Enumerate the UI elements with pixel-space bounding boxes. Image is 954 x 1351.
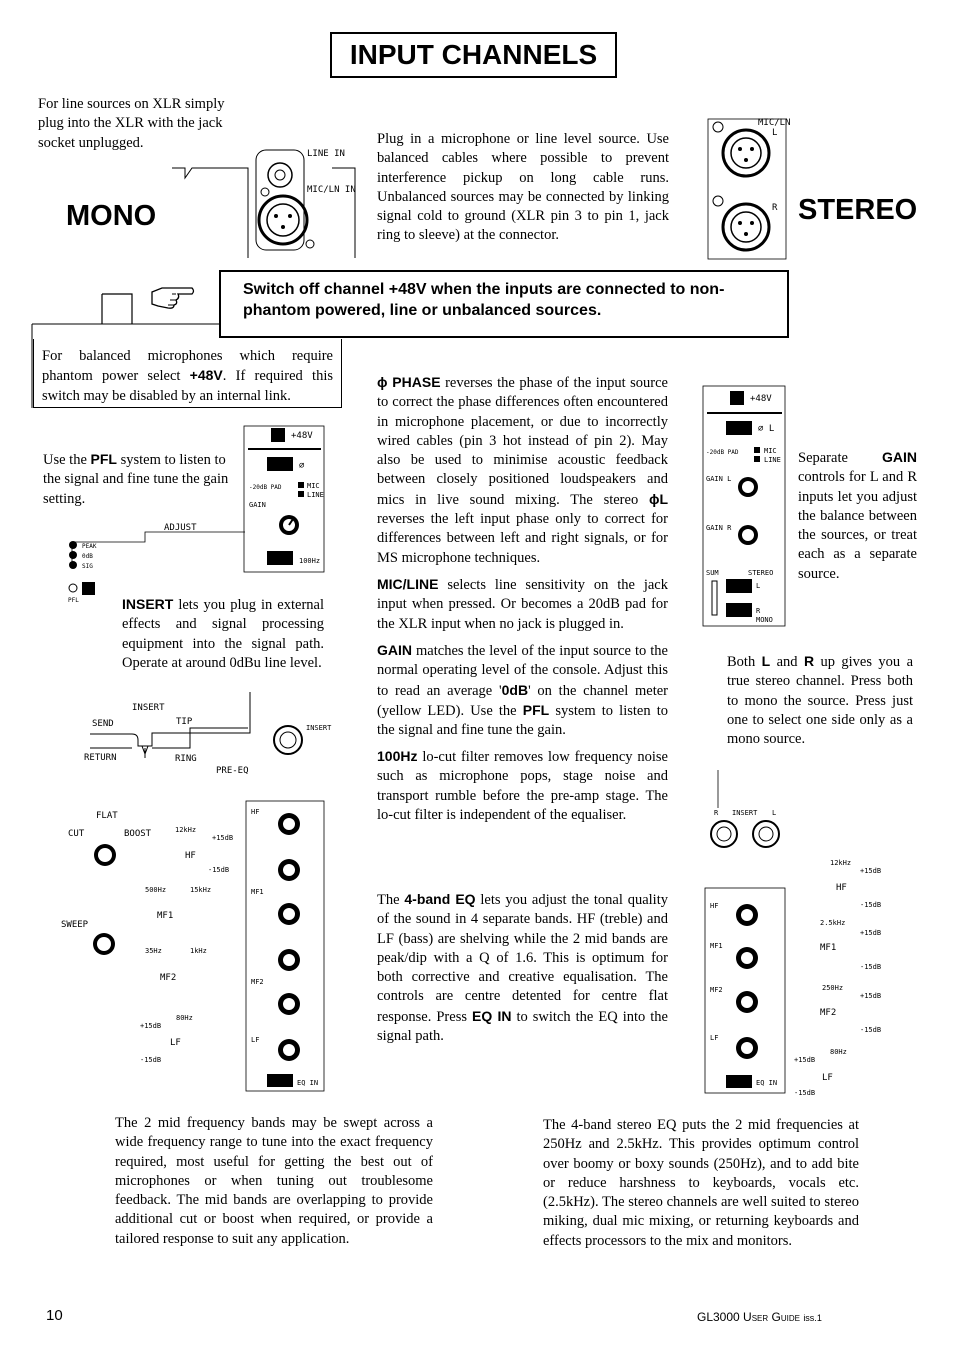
svg-text:SEND: SEND bbox=[92, 719, 114, 729]
phantom-text-box: For balanced microphones which require phantom power select +48V. If required this switch may be disabled by an internal link. bbox=[33, 339, 342, 408]
svg-text:-15dB: -15dB bbox=[860, 901, 882, 909]
svg-text:RETURN: RETURN bbox=[84, 753, 117, 763]
svg-text:500Hz: 500Hz bbox=[145, 886, 167, 894]
svg-text:SUM: SUM bbox=[706, 569, 719, 577]
svg-text:MF1: MF1 bbox=[157, 911, 174, 921]
svg-text:L: L bbox=[756, 582, 761, 590]
svg-text:GAIN R: GAIN R bbox=[706, 524, 732, 532]
svg-text:STEREO: STEREO bbox=[748, 569, 774, 577]
lo-cut-text: 100Hz lo-cut filter removes low frequency noise such as microphone pops, stage noise and transport rumble before the pre-amp stage. The lo-cut filter is independent of the equaliser. bbox=[377, 748, 668, 823]
svg-text:∅: ∅ bbox=[299, 461, 305, 471]
eq-mono-legend bbox=[60, 800, 250, 1070]
svg-text:LF: LF bbox=[710, 1034, 719, 1042]
svg-text:+15dB: +15dB bbox=[860, 867, 882, 875]
svg-text:MF1: MF1 bbox=[820, 943, 837, 953]
stereo-xlr-figure bbox=[706, 115, 796, 263]
svg-text:+15dB: +15dB bbox=[860, 992, 882, 1000]
svg-text:MIC: MIC bbox=[764, 447, 777, 455]
svg-text:LF: LF bbox=[170, 1038, 181, 1048]
svg-text:TIP: TIP bbox=[176, 717, 193, 727]
svg-text:INSERT: INSERT bbox=[306, 724, 332, 732]
eq-stereo-figure bbox=[702, 770, 902, 1095]
svg-text:0dB: 0dB bbox=[82, 553, 93, 560]
stereo-l-label: L bbox=[772, 128, 778, 138]
svg-text:-20dB PAD: -20dB PAD bbox=[706, 449, 739, 456]
svg-text:2.5kHz: 2.5kHz bbox=[820, 919, 846, 927]
svg-text:MF2: MF2 bbox=[710, 986, 723, 994]
svg-text:12kHz: 12kHz bbox=[175, 826, 197, 834]
svg-text:GAIN: GAIN bbox=[249, 501, 266, 509]
svg-text:HF: HF bbox=[251, 808, 260, 816]
gain-text: GAIN matches the level of the input source to the normal operating level of the console. Adjust this to read an average '0dB' on the channel meter (yellow LED). Use the PFL system to listen to the signal and fine tune the gain. bbox=[377, 642, 668, 739]
mid-bands-text: The 2 mid frequency bands may be swept across a wide frequency range to tune into the exact frequency required, most useful for getting the best out of microphones or when tuning out troublesome feedback. The mid bands are overlapping to provide additional cut or boost when required, or provide a tailored response to suit any application. bbox=[115, 1115, 433, 1247]
svg-text:+48V: +48V bbox=[291, 431, 313, 441]
footer-doc-title: GL3000 User Guide iss.1 bbox=[697, 1310, 822, 1324]
svg-text:EQ IN: EQ IN bbox=[756, 1079, 778, 1087]
svg-text:+15dB: +15dB bbox=[794, 1056, 816, 1064]
svg-text:HF: HF bbox=[836, 883, 847, 893]
svg-text:FLAT: FLAT bbox=[96, 811, 118, 821]
svg-text:LINE: LINE bbox=[307, 491, 324, 499]
svg-text:-15dB: -15dB bbox=[794, 1089, 816, 1095]
svg-text:MF2: MF2 bbox=[251, 978, 264, 986]
svg-text:+15dB: +15dB bbox=[140, 1022, 162, 1030]
stereo-eq-text: The 4-band stereo EQ puts the 2 mid frequencies at 250Hz and 2.5kHz. This provides optimum control over boomy or boxy sounds (250Hz), and to add bite or reduce harshness to keyboards, vocals etc. (2.5kHz). The stereo channels are well suited to stereo miking, dual mic mixing, or returning keyboards and effects processors to the mix and monitors. bbox=[543, 1117, 859, 1249]
phantom-warning-box: Switch off channel +48V when the inputs are connected to non-phantom powered, line or unbalanced sources. bbox=[219, 270, 789, 338]
adjust-label: ADJUST bbox=[164, 523, 197, 533]
phase-text: ɸ PHASE reverses the phase of the input source to correct the phase differences often encountered in microphone placement, or due to incorrectly wired cables (pin 3 hot instead of pin 2). May also be used to minimise acoustic feedback between closely positioned loudspeakers and mics in live sound mixing. The stereo ɸL reverses the left input phase only to correct for differences between left and right signals, or for MS microphone techniques. bbox=[377, 374, 668, 566]
svg-text:+48V: +48V bbox=[750, 394, 772, 404]
svg-text:1kHz: 1kHz bbox=[190, 947, 207, 955]
svg-text:INSERT: INSERT bbox=[732, 809, 758, 817]
svg-text:LF: LF bbox=[822, 1073, 833, 1083]
plug-in-text: Plug in a microphone or line level source. Use balanced cables where possible to prevent interference pickup on long cable runs. Unbalanced sources may be connected by linking signal cold to ground (XLR pin 3 to pin 1, jack ring to sleeve) at the connector. bbox=[377, 131, 669, 244]
pointing-hand-icon bbox=[150, 284, 196, 310]
mono-label: MONO bbox=[66, 200, 157, 232]
svg-text:R: R bbox=[756, 607, 761, 615]
svg-text:EQ IN: EQ IN bbox=[297, 1079, 319, 1087]
svg-text:+15dB: +15dB bbox=[212, 834, 234, 842]
line-sources-text: For line sources on XLR simply plug into the XLR with the jack socket unplugged. bbox=[38, 96, 225, 151]
svg-text:PEAK: PEAK bbox=[82, 543, 97, 550]
stereo-r-label: R bbox=[772, 203, 778, 213]
svg-text:15kHz: 15kHz bbox=[190, 886, 212, 894]
both-lr-text: Both L and R up gives you a true stereo channel. Press both to mono the source. Press just one to select one side only as a mono source. bbox=[727, 653, 914, 748]
svg-text:PRE-EQ: PRE-EQ bbox=[216, 766, 249, 776]
page-number: 10 bbox=[46, 1307, 63, 1324]
svg-text:12kHz: 12kHz bbox=[830, 859, 852, 867]
svg-text:-15dB: -15dB bbox=[860, 1026, 882, 1034]
micline-text: MIC/LINE selects line sensitivity on the jack input when pressed. Or becomes a 20dB pad for the XLR input when no jack is plugged in. bbox=[377, 576, 668, 632]
mono-xlr-figure bbox=[150, 140, 360, 260]
svg-text:HF: HF bbox=[710, 902, 719, 910]
svg-text:INSERT: INSERT bbox=[132, 703, 165, 713]
line-in-label: LINE IN bbox=[307, 149, 345, 159]
insert-figure bbox=[80, 688, 340, 788]
svg-text:L: L bbox=[772, 809, 777, 817]
svg-text:BOOST: BOOST bbox=[124, 829, 152, 839]
svg-text:RING: RING bbox=[175, 754, 197, 764]
svg-text:80Hz: 80Hz bbox=[176, 1014, 193, 1022]
svg-text:-15dB: -15dB bbox=[208, 866, 230, 874]
stereo-label: STEREO bbox=[798, 194, 918, 226]
pfl-text: Use the PFL system to listen to the signal and fine tune the gain setting. bbox=[43, 451, 229, 507]
svg-text:GAIN L: GAIN L bbox=[706, 475, 732, 483]
svg-text:SWEEP: SWEEP bbox=[61, 920, 89, 930]
svg-text:HF: HF bbox=[185, 851, 196, 861]
svg-text:MF2: MF2 bbox=[820, 1008, 837, 1018]
svg-text:PFL: PFL bbox=[68, 597, 79, 604]
svg-text:+15dB: +15dB bbox=[860, 929, 882, 937]
svg-text:MF1: MF1 bbox=[710, 942, 723, 950]
svg-text:100Hz: 100Hz bbox=[299, 557, 321, 565]
svg-text:MIC: MIC bbox=[307, 482, 320, 490]
insert-text: INSERT lets you plug in external effects and signal processing equipment into the signal path. Operate at around 0dBu line level. bbox=[122, 596, 324, 671]
stereo-mic-ln-label: MIC/LN bbox=[758, 118, 791, 128]
page-title: INPUT CHANNELS bbox=[330, 32, 617, 78]
svg-text:MF2: MF2 bbox=[160, 973, 177, 983]
svg-text:∅ L: ∅ L bbox=[758, 424, 775, 434]
svg-text:MONO: MONO bbox=[756, 616, 773, 624]
svg-text:35Hz: 35Hz bbox=[145, 947, 162, 955]
eq-text: The 4-band EQ lets you adjust the tonal quality of the sound in 4 separate bands. HF (treble) and LF (bass) are shelving while the 2 mid bands are peak/dip with a Q of 1.6. This is optimum for both corrective and creative equalisation. The controls are centre detented for centre flat response. Press EQ IN to switch the EQ into the signal path. bbox=[377, 891, 668, 1045]
svg-text:MF1: MF1 bbox=[251, 888, 264, 896]
svg-text:250Hz: 250Hz bbox=[822, 984, 844, 992]
svg-text:R: R bbox=[714, 809, 719, 817]
pfl-led-figure bbox=[62, 538, 112, 606]
svg-text:-15dB: -15dB bbox=[860, 963, 882, 971]
svg-text:80Hz: 80Hz bbox=[830, 1048, 847, 1056]
svg-text:-20dB PAD: -20dB PAD bbox=[249, 484, 282, 491]
svg-text:CUT: CUT bbox=[68, 829, 85, 839]
mic-ln-in-label: MIC/LN IN bbox=[307, 185, 356, 195]
svg-text:-15dB: -15dB bbox=[140, 1056, 162, 1064]
eq-mono-strip bbox=[245, 800, 327, 1095]
svg-text:LINE: LINE bbox=[764, 456, 781, 464]
separate-gain-text: Separate GAIN controls for L and R inputs let you adjust the balance between the sources, or treat each as a separate source. bbox=[798, 449, 917, 582]
svg-text:LF: LF bbox=[251, 1036, 260, 1044]
svg-text:SIG: SIG bbox=[82, 563, 93, 570]
stereo-strip-figure bbox=[702, 385, 788, 630]
